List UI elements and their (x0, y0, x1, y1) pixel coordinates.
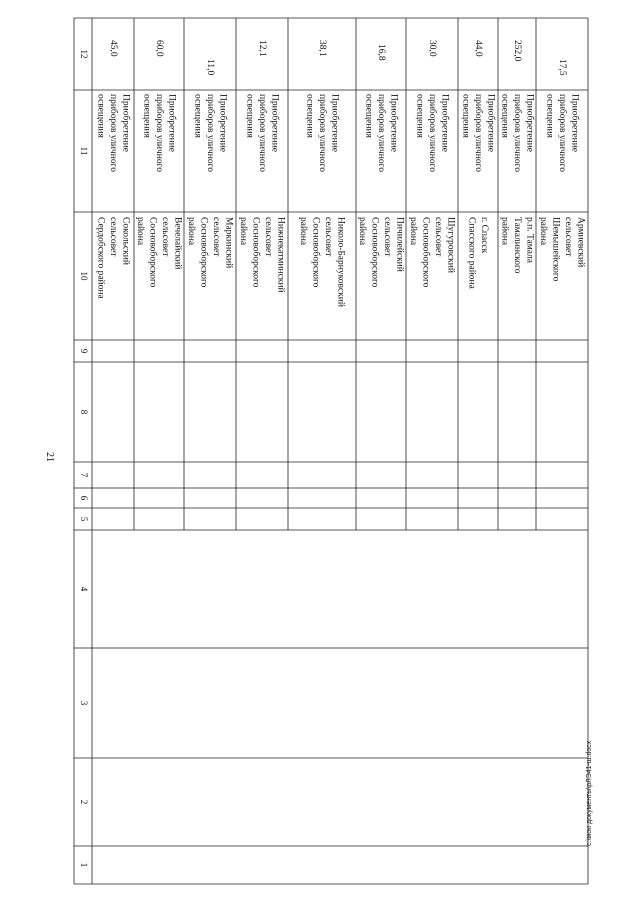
row-4-purpose-line: приборов уличного (256, 94, 267, 173)
row-6-purpose-line: освещения (363, 94, 374, 138)
row-5-place-line: района (298, 217, 309, 246)
row-1-purpose-line: приборов уличного (107, 94, 118, 173)
row-8-purpose-line: Приобретение (485, 94, 496, 152)
row-9-amount: 252,0 (511, 40, 522, 62)
row-5-amount: 38,1 (316, 40, 327, 57)
row-7-amount: 30,0 (426, 40, 437, 57)
row-7-place-line: Шугуровский (445, 217, 456, 273)
row-8-place-line: г. Спасск (479, 217, 490, 254)
column-number-6: 6 (78, 495, 89, 501)
row-4-purpose-line: освещения (244, 94, 255, 138)
column-number-10: 10 (78, 271, 89, 281)
row-2-place-line: Вечелайский (172, 217, 183, 270)
row-7-place-line: района (408, 217, 419, 246)
row-8-place-line: Спасского района (466, 217, 477, 289)
row-8-purpose-line: приборов уличного (472, 94, 483, 173)
row-10-place-line: района (538, 217, 549, 246)
row-7-purpose-line: освещения (414, 94, 425, 138)
row-3-amount: 11,0 (204, 59, 215, 76)
row-10-place-line: Армиевский (575, 217, 586, 268)
row-10-place-line: сельсовет (563, 217, 574, 257)
row-5-place-line: сельсовет (323, 217, 334, 257)
row-3-place-line: района (186, 217, 197, 246)
row-8-amount: 44,0 (472, 40, 483, 57)
row-3-place-line: Сосновоборского (198, 217, 209, 288)
row-8-purpose-line: освещения (460, 94, 471, 138)
row-6-purpose-line: Приобретение (388, 94, 399, 152)
row-9-purpose-line: Приобретение (524, 94, 535, 152)
column-number-2: 2 (78, 799, 89, 805)
file-path-text: c:\мои документы\рЛЭ41-ш.docx (586, 740, 593, 846)
column-number-11: 11 (78, 146, 89, 156)
page-number: 21 (44, 452, 55, 462)
row-3-place-line: сельсовет (211, 217, 222, 257)
row-2-place-line: района (135, 217, 146, 246)
row-6-place-line: сельсовет (382, 217, 393, 257)
column-number-9: 9 (78, 348, 89, 354)
column-number-5: 5 (78, 516, 89, 522)
row-9-place-line: района (499, 217, 510, 246)
row-7-purpose-line: приборов уличного (426, 94, 437, 173)
row-5-purpose-line: Приобретение (329, 94, 340, 152)
row-1-place-line: сельсовет (107, 217, 118, 257)
row-4-place-line: Нижнекатминский (275, 217, 286, 293)
row-7-place-line: сельсовет (433, 217, 444, 257)
row-10-purpose-line: освещения (544, 94, 555, 138)
row-10-purpose-line: приборов уличного (556, 94, 567, 173)
row-1-place-line: Сердобского района (95, 217, 106, 299)
column-number-4: 4 (78, 586, 89, 592)
row-1-purpose-line: Приобретение (120, 94, 131, 152)
row-9-place-line: р.п. Тамала (524, 217, 535, 263)
column-number-7: 7 (78, 472, 89, 478)
row-1-amount: 45,0 (107, 40, 118, 57)
row-6-purpose-line: приборов уличного (375, 94, 386, 173)
column-number-8: 8 (78, 409, 89, 415)
row-5-place-line: Сосновоборского (310, 217, 321, 288)
row-2-place-line: сельсовет (160, 217, 171, 257)
row-5-purpose-line: приборов уличного (316, 94, 327, 173)
row-6-place-line: Сосновоборского (369, 217, 380, 288)
row-9-purpose-line: приборов уличного (511, 94, 522, 173)
row-9-place-line: Тамалинского (511, 217, 522, 274)
row-3-purpose-line: приборов уличного (204, 94, 215, 173)
row-2-purpose-line: приборов уличного (153, 94, 164, 173)
row-10-place-line: Шемышейского (550, 217, 561, 282)
row-3-purpose-line: Приобретение (217, 94, 228, 152)
row-10-amount: 17,5 (556, 59, 567, 76)
row-5-place-line: Николо-Барнуковский (335, 217, 346, 307)
row-7-place-line: Сосновоборского (420, 217, 431, 288)
row-2-place-line: Сосновоборского (147, 217, 158, 288)
row-4-place-line: сельсовет (263, 217, 274, 257)
row-6-amount: 16,8 (375, 44, 386, 61)
row-1-purpose-line: освещения (95, 94, 106, 138)
row-4-place-line: района (238, 217, 249, 246)
row-2-purpose-line: Приобретение (166, 94, 177, 152)
row-4-purpose-line: Приобретение (269, 94, 280, 152)
row-7-purpose-line: Приобретение (439, 94, 450, 152)
row-4-amount: 12,1 (256, 40, 267, 57)
column-number-12: 12 (78, 49, 89, 59)
file-path-footer (586, 740, 593, 847)
column-number-3: 3 (78, 700, 89, 706)
row-3-purpose-line: освещения (192, 94, 203, 138)
column-number-1: 1 (78, 862, 89, 868)
row-9-purpose-line: освещения (499, 94, 510, 138)
row-6-place-line: Пичилейский (394, 217, 405, 272)
row-5-purpose-line: освещения (304, 94, 315, 138)
row-10-purpose-line: Приобретение (569, 94, 580, 152)
row-6-place-line: района (357, 217, 368, 246)
row-2-purpose-line: освещения (141, 94, 152, 138)
row-2-amount: 60,0 (153, 40, 164, 57)
row-3-place-line: Маркинский (223, 217, 234, 269)
row-4-place-line: Сосновоборского (250, 217, 261, 288)
row-1-place-line: Сокольский (120, 217, 131, 265)
